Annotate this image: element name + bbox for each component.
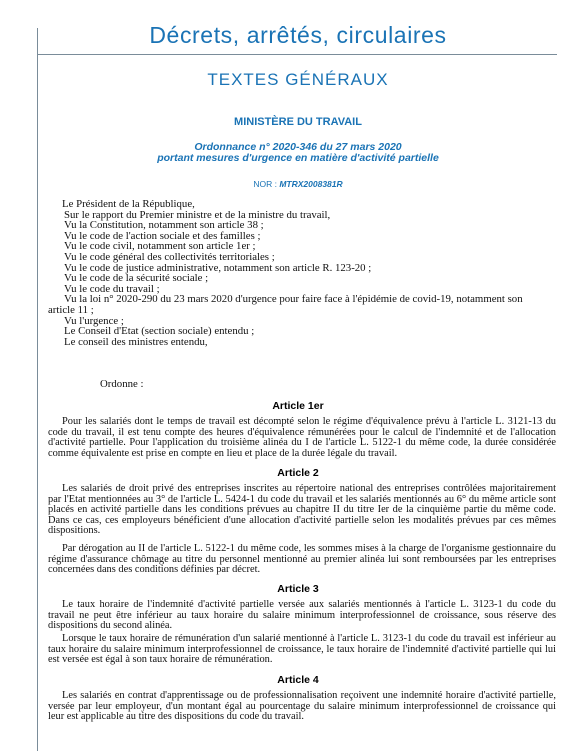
preamble-line: Le Conseil d'Etat (section sociale) entendu ; (64, 325, 255, 338)
article-3-paragraph-2: Lorsque le taux horaire de rémunération d'un salarié mentionné à l'article L. 3123-1 du code du travail est inférieur au taux horaire du salaire minimum interprofessionnel de croissance, le taux horaire de l'indemnité d'activité partielle qui lui est versée est égal à son taux horaire de rémunération. (48, 633, 556, 665)
article-3-paragraph-1: Le taux horaire de l'indemnité d'activité partielle versée aux salariés mentionnés à l'article L. 3123-1 du code du travail ne peut être inférieur au taux horaire du salaire minimum interprofessionnel de croissance, sous réserve des dispositions du second alinéa. (48, 599, 556, 631)
ordinance-title (40, 142, 556, 164)
preamble-line: article 11 ; (48, 303, 94, 316)
left-margin-rule (37, 28, 38, 751)
preamble-line: Vu la Constitution, notamment son article 38 ; (64, 219, 264, 232)
preamble-line: Vu le code du travail ; (64, 282, 160, 295)
preamble (48, 199, 554, 347)
preamble-line: Sur le rapport du Premier ministre et de la ministre du travail, (64, 208, 331, 221)
preamble-line: Le conseil des ministres entendu, (64, 335, 208, 348)
preamble-line: Vu le code de la sécurité sociale ; (64, 272, 209, 285)
ministry-heading: MINISTÈRE DU TRAVAIL (234, 116, 362, 128)
article-1-heading: Article 1er (272, 400, 324, 412)
ordonne-label: Ordonne : (100, 378, 144, 390)
preamble-line: Vu le code de justice administrative, notamment son article R. 123-20 ; (64, 261, 372, 274)
article-2-paragraph-2: Par dérogation au II de l'article L. 5122-1 du même code, les sommes mises à la charge de l'organisme gestionnaire du régime d'assurance chômage au titre du personnel mentionné au premier alinéa lui sont remboursées par les entreprises concernées dans des conditions définies par décret. (48, 543, 556, 575)
sub-title: TEXTES GÉNÉRAUX (207, 70, 389, 89)
article-4-paragraph-1: Les salariés en contrat d'apprentissage ou de professionnalisation reçoivent une indemnité horaire d'activité partielle, versée par leur employeur, d'un montant égal au pourcentage du salaire minimum interprofessionnel de croissance qui leur est applicable au titre des dispositions du code du travail. (48, 690, 556, 722)
article-4-heading: Article 4 (277, 674, 319, 686)
article-2-heading: Article 2 (277, 467, 319, 479)
article-3-heading: Article 3 (277, 583, 319, 595)
preamble-line: Vu le code civil, notamment son article 1er ; (64, 240, 256, 253)
article-2-paragraph-1: Les salariés de droit privé des entreprises inscrites au répertoire national des entreprises contrôlées majoritairement par l'Etat mentionnées au 3° de l'article L. 5424-1 du code du travail et les salariés mentionnés au 6° du même article sont placés en activité partielle dans les conditions prévues au chapitre II du titre Ier de la cinquième partie du même code. Dans ce cas, ces employeurs bénéficient d'une allocation d'activité partielle selon les modalités prévues par ces mêmes dispositions. (48, 483, 556, 536)
ordinance-title-line2: portant mesures d'urgence en matière d'activité partielle (157, 152, 439, 164)
nor-label: NOR : (253, 179, 277, 189)
preamble-line: Vu la loi n° 2020-290 du 23 mars 2020 d'urgence pour faire face à l'épidémie de covid-19, notamment son (64, 293, 523, 306)
section-title: Décrets, arrêtés, circulaires (149, 22, 447, 48)
ordinance-title-line1: Ordonnance n° 2020-346 du 27 mars 2020 (194, 141, 402, 153)
article-1-paragraph-1: Pour les salariés dont le temps de travail est décompté selon le régime d'équivalence prévu à l'article L. 3121-13 du code du travail, il est tenu compte des heures d'équivalence rémunérées pour le calcul de l'indemnité et de l'allocation d'activité partielle. Pour l'application du troisième alinéa du I de l'article L. 5122-1 du même code, la durée considérée comme équivalente est prise en compte en lieu et place de la durée légale du travail. (48, 416, 556, 459)
nor-reference (40, 179, 556, 189)
preamble-line: Le Président de la République, (62, 198, 195, 210)
header-divider (37, 54, 557, 55)
preamble-line: Vu le code de l'action sociale et des familles ; (64, 229, 261, 242)
preamble-line: Vu le code général des collectivités territoriales ; (64, 250, 275, 263)
nor-value: MTRX2008381R (279, 179, 343, 189)
preamble-line: Vu l'urgence ; (64, 314, 124, 327)
